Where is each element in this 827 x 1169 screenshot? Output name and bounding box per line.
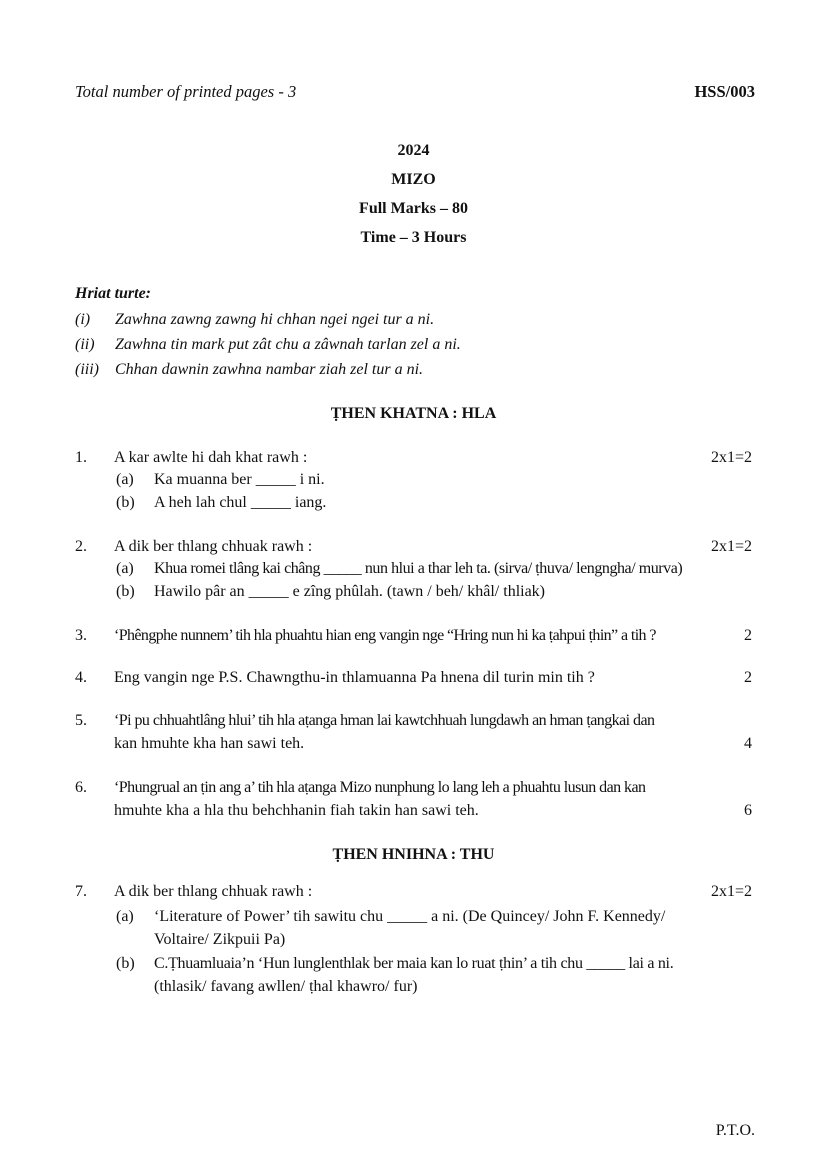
question-text: ‘Phêngphe nunnem’ tih hla phuahtu hian eng vangin nge “Hring nun hi ka ṭahpui ṭhin” a tih ? bbox=[114, 627, 656, 644]
option-text-continued: (thlasik/ favang awllen/ ṭhal khawro/ fur) bbox=[154, 978, 418, 995]
question-number: 4. bbox=[75, 669, 87, 686]
question-marks: 2x1=2 bbox=[710, 538, 752, 555]
instruction-text: Chhan dawnin zawhna nambar ziah zel tur a ni. bbox=[115, 361, 424, 378]
question-number: 5. bbox=[75, 712, 87, 729]
question-text-continued: kan hmuhte kha han sawi teh. bbox=[114, 735, 305, 752]
question-marks: 4 bbox=[744, 735, 752, 752]
option-text: ‘Literature of Power’ tih sawitu chu _____ a ni. (De Quincey/ John F. Kennedy/ bbox=[154, 908, 666, 925]
question-number: 7. bbox=[75, 883, 87, 900]
question-text: A dik ber thlang chhuak rawh : bbox=[114, 883, 313, 900]
option-text: A heh lah chul _____ iang. bbox=[154, 494, 327, 511]
question-text: A dik ber thlang chhuak rawh : bbox=[114, 538, 313, 555]
option-label: (b) bbox=[116, 955, 135, 972]
exam-year: 2024 bbox=[397, 142, 430, 159]
pto-note: P.T.O. bbox=[715, 1122, 755, 1139]
option-label: (a) bbox=[116, 471, 134, 488]
instructions-heading: Hriat turte: bbox=[75, 285, 152, 302]
section-heading: ṬHEN KHATNA : HLA bbox=[330, 405, 497, 422]
option-text: Khua romei tlâng kai châng _____ nun hlui a thar leh ta. (sirva/ ṭhuva/ lengngha/ murva) bbox=[154, 560, 683, 577]
option-text: C.Ṭhuamluaia’n ‘Hun lunglenthlak ber maia kan lo ruat ṭhin’ a tih chu _____ lai a ni. bbox=[154, 955, 674, 972]
option-label: (b) bbox=[116, 494, 135, 511]
question-marks: 2x1=2 bbox=[710, 449, 752, 466]
instruction-number: (iii) bbox=[75, 361, 99, 378]
option-label: (b) bbox=[116, 583, 135, 600]
question-number: 6. bbox=[75, 779, 87, 796]
full-marks: Full Marks – 80 bbox=[359, 200, 468, 217]
exam-time: Time – 3 Hours bbox=[360, 229, 467, 246]
option-label: (a) bbox=[116, 560, 134, 577]
question-marks: 2 bbox=[744, 627, 752, 644]
question-marks: 6 bbox=[744, 802, 752, 819]
question-number: 1. bbox=[75, 449, 87, 466]
section-heading: ṬHEN HNIHNA : THU bbox=[332, 846, 495, 863]
question-text: ‘Phungrual an ṭin ang a’ tih hla aṭanga Mizo nunphung lo lang leh a phuahtu lusun dan kan bbox=[114, 779, 646, 796]
question-text: Eng vangin nge P.S. Chawngthu-in thlamuanna Pa hnena dil turin min tih ? bbox=[114, 669, 595, 686]
option-text-continued: Voltaire/ Zikpuii Pa) bbox=[154, 931, 286, 948]
instruction-text: Zawhna tin mark put zât chu a zâwnah tarlan zel a ni. bbox=[115, 336, 461, 353]
option-text: Ka muanna ber _____ i ni. bbox=[154, 471, 325, 488]
question-text: A kar awlte hi dah khat rawh : bbox=[114, 449, 308, 466]
question-marks: 2x1=2 bbox=[710, 883, 752, 900]
question-number: 3. bbox=[75, 627, 87, 644]
question-text: ‘Pi pu chhuahtlâng hlui’ tih hla aṭanga hman lai kawtchhuah lungdawh an hman ṭangkai dan bbox=[114, 712, 655, 729]
pages-note: Total number of printed pages - 3 bbox=[75, 82, 297, 101]
option-label: (a) bbox=[116, 908, 134, 925]
question-marks: 2 bbox=[744, 669, 752, 686]
option-text: Hawilo pâr an _____ e zîng phûlah. (tawn / beh/ khâl/ thliak) bbox=[154, 583, 546, 600]
instruction-text: Zawhna zawng zawng hi chhan ngei ngei tur a ni. bbox=[115, 311, 435, 328]
question-text-continued: hmuhte kha a hla thu behchhanin fiah takin han sawi teh. bbox=[114, 802, 479, 819]
paper-code: HSS/003 bbox=[694, 82, 755, 101]
exam-subject: MIZO bbox=[391, 171, 436, 188]
instruction-number: (i) bbox=[75, 311, 91, 328]
question-number: 2. bbox=[75, 538, 87, 555]
instruction-number: (ii) bbox=[75, 336, 95, 353]
